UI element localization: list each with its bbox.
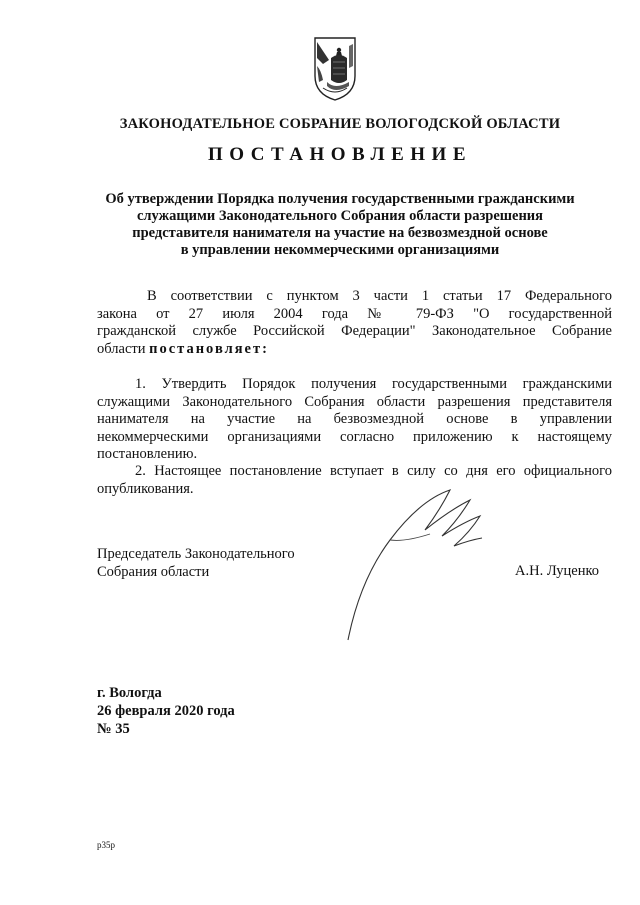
paragraph-line: гражданской службе Российской Федерации" Законодательное Собрание bbox=[97, 323, 612, 339]
title-line: представителя нанимателя на участие на безвозмездной основе bbox=[132, 225, 548, 241]
city: г. Вологда bbox=[97, 685, 162, 701]
paragraph-line: постановлению. bbox=[97, 446, 198, 462]
paragraph-line: В соответствии с пунктом 3 части 1 статьи 17 Федерального bbox=[147, 288, 612, 304]
paragraph-line: закона от 27 июля 2004 года № 79-ФЗ "О государственной bbox=[97, 305, 612, 322]
document-title bbox=[98, 191, 582, 259]
title-line: Об утверждении Порядка получения государственными гражданскими bbox=[105, 191, 575, 207]
resolves-word: постановляет: bbox=[149, 340, 269, 357]
paragraph-line: служащими Законодательного Собрания области разрешения представителя bbox=[97, 393, 612, 410]
preamble-prefix: области bbox=[97, 340, 150, 357]
item-1-paragraph bbox=[97, 376, 612, 464]
organization-name: ЗАКОНОДАТЕЛЬНОЕ СОБРАНИЕ ВОЛОГОДСКОЙ ОБЛАСТИ bbox=[119, 116, 561, 132]
preamble-paragraph bbox=[97, 288, 612, 358]
document-type: ПОСТАНОВЛЕНИЕ bbox=[207, 144, 473, 165]
position-line: Председатель Законодательного bbox=[97, 546, 295, 562]
place-and-date bbox=[97, 684, 235, 738]
signatory-position bbox=[97, 545, 295, 581]
paragraph-line: некоммерческими организациями согласно приложению к настоящему bbox=[97, 428, 612, 445]
title-line: в управлении некоммерческими организациями bbox=[180, 242, 500, 258]
signatory-name: А.Н. Луценко bbox=[515, 563, 600, 579]
paragraph-line: 1. Утвердить Порядок получения государственными гражданскими bbox=[135, 376, 612, 392]
document-number: № 35 bbox=[97, 721, 130, 737]
paragraph-line bbox=[97, 341, 612, 359]
handwritten-signature bbox=[330, 470, 490, 645]
footer-code: р35р bbox=[97, 840, 115, 850]
position-line: Собрания области bbox=[97, 564, 210, 580]
coat-of-arms-icon bbox=[313, 36, 357, 102]
title-line: служащими Законодательного Собрания области разрешения bbox=[136, 208, 544, 224]
paragraph-line: опубликования. bbox=[97, 480, 194, 497]
paragraph-line: нанимателя на участие на безвозмездной основе в управлении bbox=[97, 411, 612, 427]
date: 26 февраля 2020 года bbox=[97, 703, 235, 719]
paragraph-line: 2. Настоящее постановление вступает в силу со дня его официального bbox=[135, 463, 612, 479]
